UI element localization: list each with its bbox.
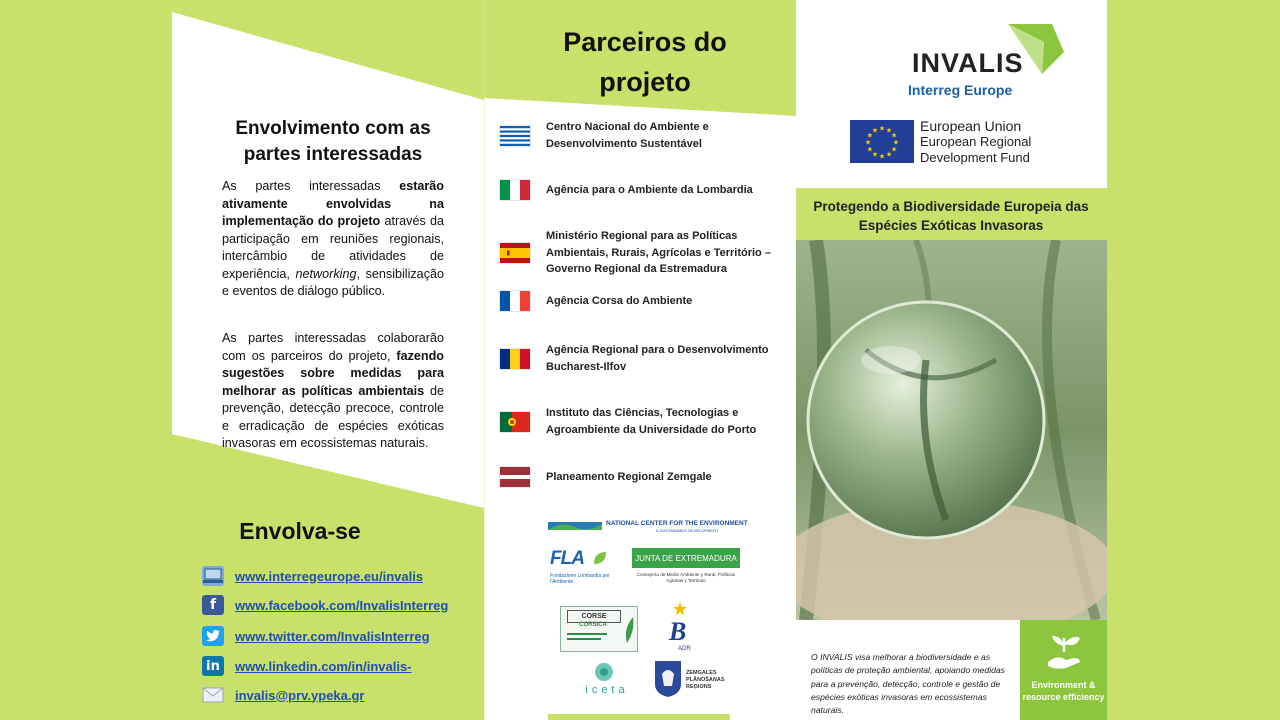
junta-extremadura-logo	[632, 548, 740, 592]
partner-name: Centro Nacional do Ambiente e Desenvolvimento Sustentável	[546, 121, 709, 150]
partner-name: Agência Corsa do Ambiente	[546, 294, 693, 307]
partner-name: Ministério Regional para as Políticas Ambientais, Rurais, Agrícolas e Território – Governo Regional da Estremadura	[546, 230, 771, 275]
protect-title: Protegendo a Biodiversidade Europeia das Espécies Exóticas Invasoras	[813, 199, 1089, 233]
facebook-link[interactable]: www.facebook.com/InvalisInterreg	[235, 597, 449, 613]
partners-title: Parceiros do projeto	[563, 27, 727, 97]
eu-star-icon: ★	[864, 138, 872, 147]
corse-leaf-icon	[621, 617, 635, 643]
ncesd-logo-subtext: & SUSTAINABLE DEVELOPMENT	[656, 528, 719, 533]
eu-fund-label	[920, 118, 1031, 166]
fla-logo	[550, 548, 612, 590]
partner-name: Agência para o Ambiente da Lombardia	[546, 183, 753, 196]
zemgale-logo-text: ZEMGALES PLĀNOŠANAS REĢIONS	[686, 670, 725, 690]
plant-hand-icon	[1044, 632, 1084, 672]
environment-badge-label: Environment & resource efficiency	[1022, 680, 1105, 702]
eu-star-icon: ★	[866, 131, 874, 140]
eu-star-icon: ★	[878, 124, 886, 133]
iceta-logo-text: iceta	[585, 684, 629, 696]
eu-star-icon: ★	[871, 126, 879, 135]
partner-name: Agência Regional para o Desenvolvimento Bucharest-Ilfov	[546, 344, 769, 373]
svg-text:ADR: ADR	[678, 646, 691, 652]
fla-logo-text: FLA	[550, 548, 584, 569]
project-description: O INVALIS visa melhorar a biodiversidade e as políticas de proteção ambiental, apoiando medidas para a prevenção, detecção, controle e gestão de espécies exóticas invasoras em ecossistemas naturais.	[811, 652, 1005, 716]
stakeholders-paragraph-2: As partes interessadas colaborarão com os parceiros do projeto, fazendo sugestões sobre medidas para melhorar as políticas ambientais de prevenção, detecção precoce, controle e erradicação de espécies exóticas invasoras em ecossistemas naturais.	[222, 331, 444, 450]
corsica-logo-text: CORSICA	[579, 622, 607, 628]
eu-star-icon: ★	[890, 131, 898, 140]
eu-star-icon: ★	[890, 145, 898, 154]
greece-flag-icon	[500, 126, 530, 146]
eu-star-icon: ★	[885, 150, 893, 159]
partner-name: Instituto das Ciências, Tecnologias e Agroambiente da Universidade do Porto	[546, 407, 757, 436]
get-involved-title: Envolva-se	[239, 518, 361, 544]
latvia-flag-icon	[500, 467, 530, 487]
invalis-brand: INVALIS	[912, 48, 1024, 78]
spain-flag-icon	[500, 243, 530, 263]
partner-romania	[500, 342, 790, 375]
linkedin-link[interactable]: www.linkedin.com/in/invalis-	[235, 658, 412, 674]
website-link-row[interactable]	[202, 564, 423, 588]
junta-logo-subtext: Consejería de Medio Ambiente y Rural, Políticas Agrarias y Territorio	[636, 572, 736, 583]
eu-star-icon: ★	[885, 126, 893, 135]
interreg-brand: Interreg Europe	[908, 82, 1013, 98]
partner-greece	[500, 119, 790, 152]
eu-star-icon: ★	[871, 150, 879, 159]
green-strip	[548, 714, 730, 720]
partner-france	[500, 291, 790, 311]
ncesd-logo	[548, 518, 748, 536]
fla-leaf-icon	[592, 550, 608, 566]
stakeholders-paragraph-1: As partes interessadas estarão ativamente envolvidas na implementação do projeto através da participação em reuniões regionais, intercâmbio de atividades de experiência, networking, sensibilização e eventos de diálogo público.	[222, 179, 444, 298]
mail-icon	[202, 685, 224, 705]
email-link-row[interactable]	[202, 683, 365, 707]
facebook-link-row[interactable]	[202, 593, 448, 617]
partner-name: Planeamento Regional Zemgale	[546, 470, 712, 483]
partner-italy	[500, 180, 790, 200]
eu-line-1: European Union	[920, 118, 1022, 134]
svg-text:B: B	[669, 617, 687, 646]
linkedin-link-row[interactable]	[202, 654, 412, 678]
partner-spain	[500, 228, 790, 278]
italy-flag-icon	[500, 180, 530, 200]
junta-logo-text: JUNTA DE EXTREMADURA	[635, 553, 737, 563]
zemgale-shield-icon	[654, 660, 682, 698]
france-flag-icon	[500, 291, 530, 311]
zemgale-logo	[654, 660, 732, 700]
iceta-emblem-icon	[594, 662, 614, 682]
eu-star-icon: ★	[878, 152, 886, 161]
eu-star-icon: ★	[892, 138, 900, 147]
computer-icon	[202, 566, 224, 586]
partner-portugal	[500, 405, 790, 438]
adr-bucharest-logo	[664, 600, 698, 652]
ncesd-logo-text: NATIONAL CENTER FOR THE ENVIRONMENT	[606, 520, 748, 527]
eu-star-icon: ★	[866, 145, 874, 154]
fla-logo-subtext: Fondazione Lombardia per l'Ambiente	[550, 573, 610, 585]
glass-globe-photo	[796, 240, 1107, 620]
twitter-icon	[202, 626, 224, 646]
facebook-icon: f	[202, 595, 224, 615]
eu-line-2: European Regional	[920, 134, 1032, 149]
partner-latvia	[500, 467, 790, 487]
twitter-link-row[interactable]	[202, 624, 430, 648]
corse-logo	[560, 606, 638, 652]
romania-flag-icon	[500, 349, 530, 369]
environment-badge	[1020, 620, 1107, 720]
eu-flag-icon	[850, 120, 914, 163]
linkedin-icon: in	[202, 656, 224, 676]
portugal-flag-icon	[500, 412, 530, 432]
email-link[interactable]: invalis@prv.ypeka.gr	[235, 687, 365, 703]
eu-line-3: Development Fund	[920, 150, 1030, 165]
iceta-logo	[570, 662, 644, 702]
stakeholders-title: Envolvimento com as partes interessadas	[235, 118, 431, 165]
twitter-link[interactable]: www.twitter.com/InvalisInterreg	[235, 628, 430, 644]
corse-logo-text: CORSE	[567, 610, 621, 623]
website-link[interactable]: www.interregeurope.eu/invalis	[235, 568, 424, 584]
